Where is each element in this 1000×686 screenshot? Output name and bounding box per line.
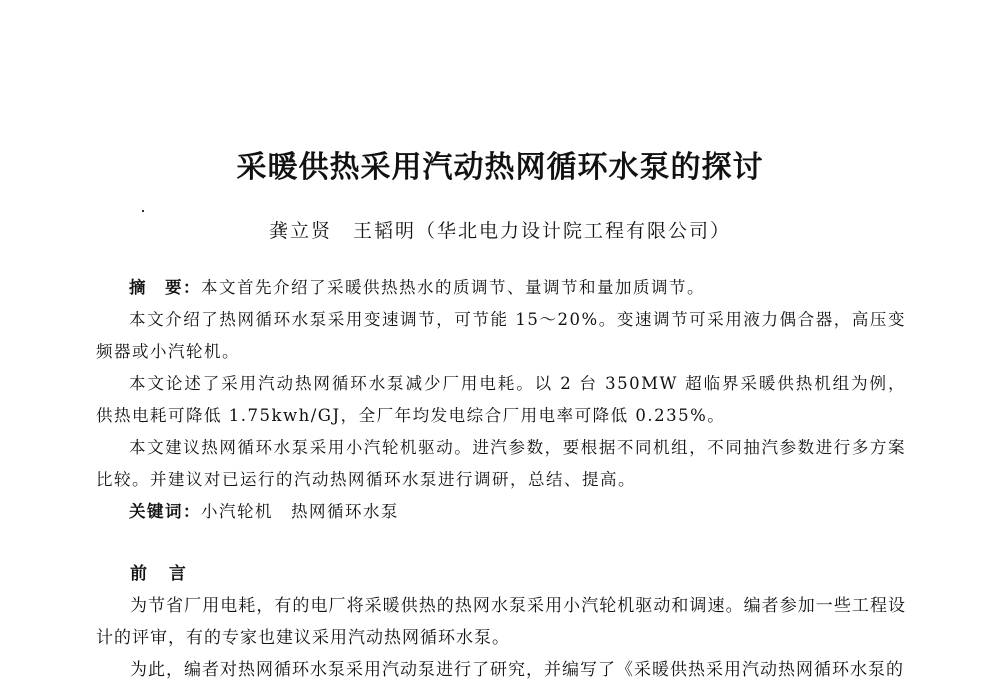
abstract-section xyxy=(96,272,906,528)
keywords-label: 关键词： xyxy=(129,502,201,521)
abstract-text-1: 本文首先介绍了采暖供热热水的质调节、量调节和量加质调节。 xyxy=(201,278,705,297)
abstract-label: 摘 要： xyxy=(129,278,201,297)
intro-heading: 前 言 xyxy=(130,564,194,584)
intro-paragraph-2: 为此，编者对热网循环水泵采用汽动泵进行了研究，并编写了《采暖供热采用汽动热网循环水泵的 xyxy=(130,660,904,680)
scan-speck xyxy=(142,210,144,212)
abstract-paragraph-1 xyxy=(96,272,906,304)
keywords-value: 小汽轮机 热网循环水泵 xyxy=(201,502,399,521)
intro-section xyxy=(96,558,906,686)
keywords-line xyxy=(96,496,906,528)
paper-title: 采暖供热采用汽动热网循环水泵的探讨 xyxy=(236,150,764,185)
paper-authors: 龚立贤 王韬明（华北电力设计院工程有限公司） xyxy=(268,220,731,242)
abstract-paragraph-4: 本文建议热网循环水泵采用小汽轮机驱动。进汽参数，要根据不同机组，不同抽汽参数进行多方案比较。并建议对已运行的汽动热网循环水泵进行调研，总结、提高。 xyxy=(96,438,906,489)
abstract-paragraph-3: 本文论述了采用汽动热网循环水泵减少厂用电耗。以 2 台 350MW 超临界采暖供热机组为例，供热电耗可降低 1.75kwh/GJ，全厂年均发电综合厂用电率可降低 0.235%。 xyxy=(96,374,906,425)
intro-paragraph-1: 为节省厂用电耗，有的电厂将采暖供热的热网水泵采用小汽轮机驱动和调速。编者参加一些工程设计的评审，有的专家也建议采用汽动热网循环水泵。 xyxy=(96,596,906,648)
abstract-paragraph-2: 本文介绍了热网循环水泵采用变速调节，可节能 15～20%。变速调节可采用液力偶合器，高压变频器或小汽轮机。 xyxy=(96,310,906,361)
